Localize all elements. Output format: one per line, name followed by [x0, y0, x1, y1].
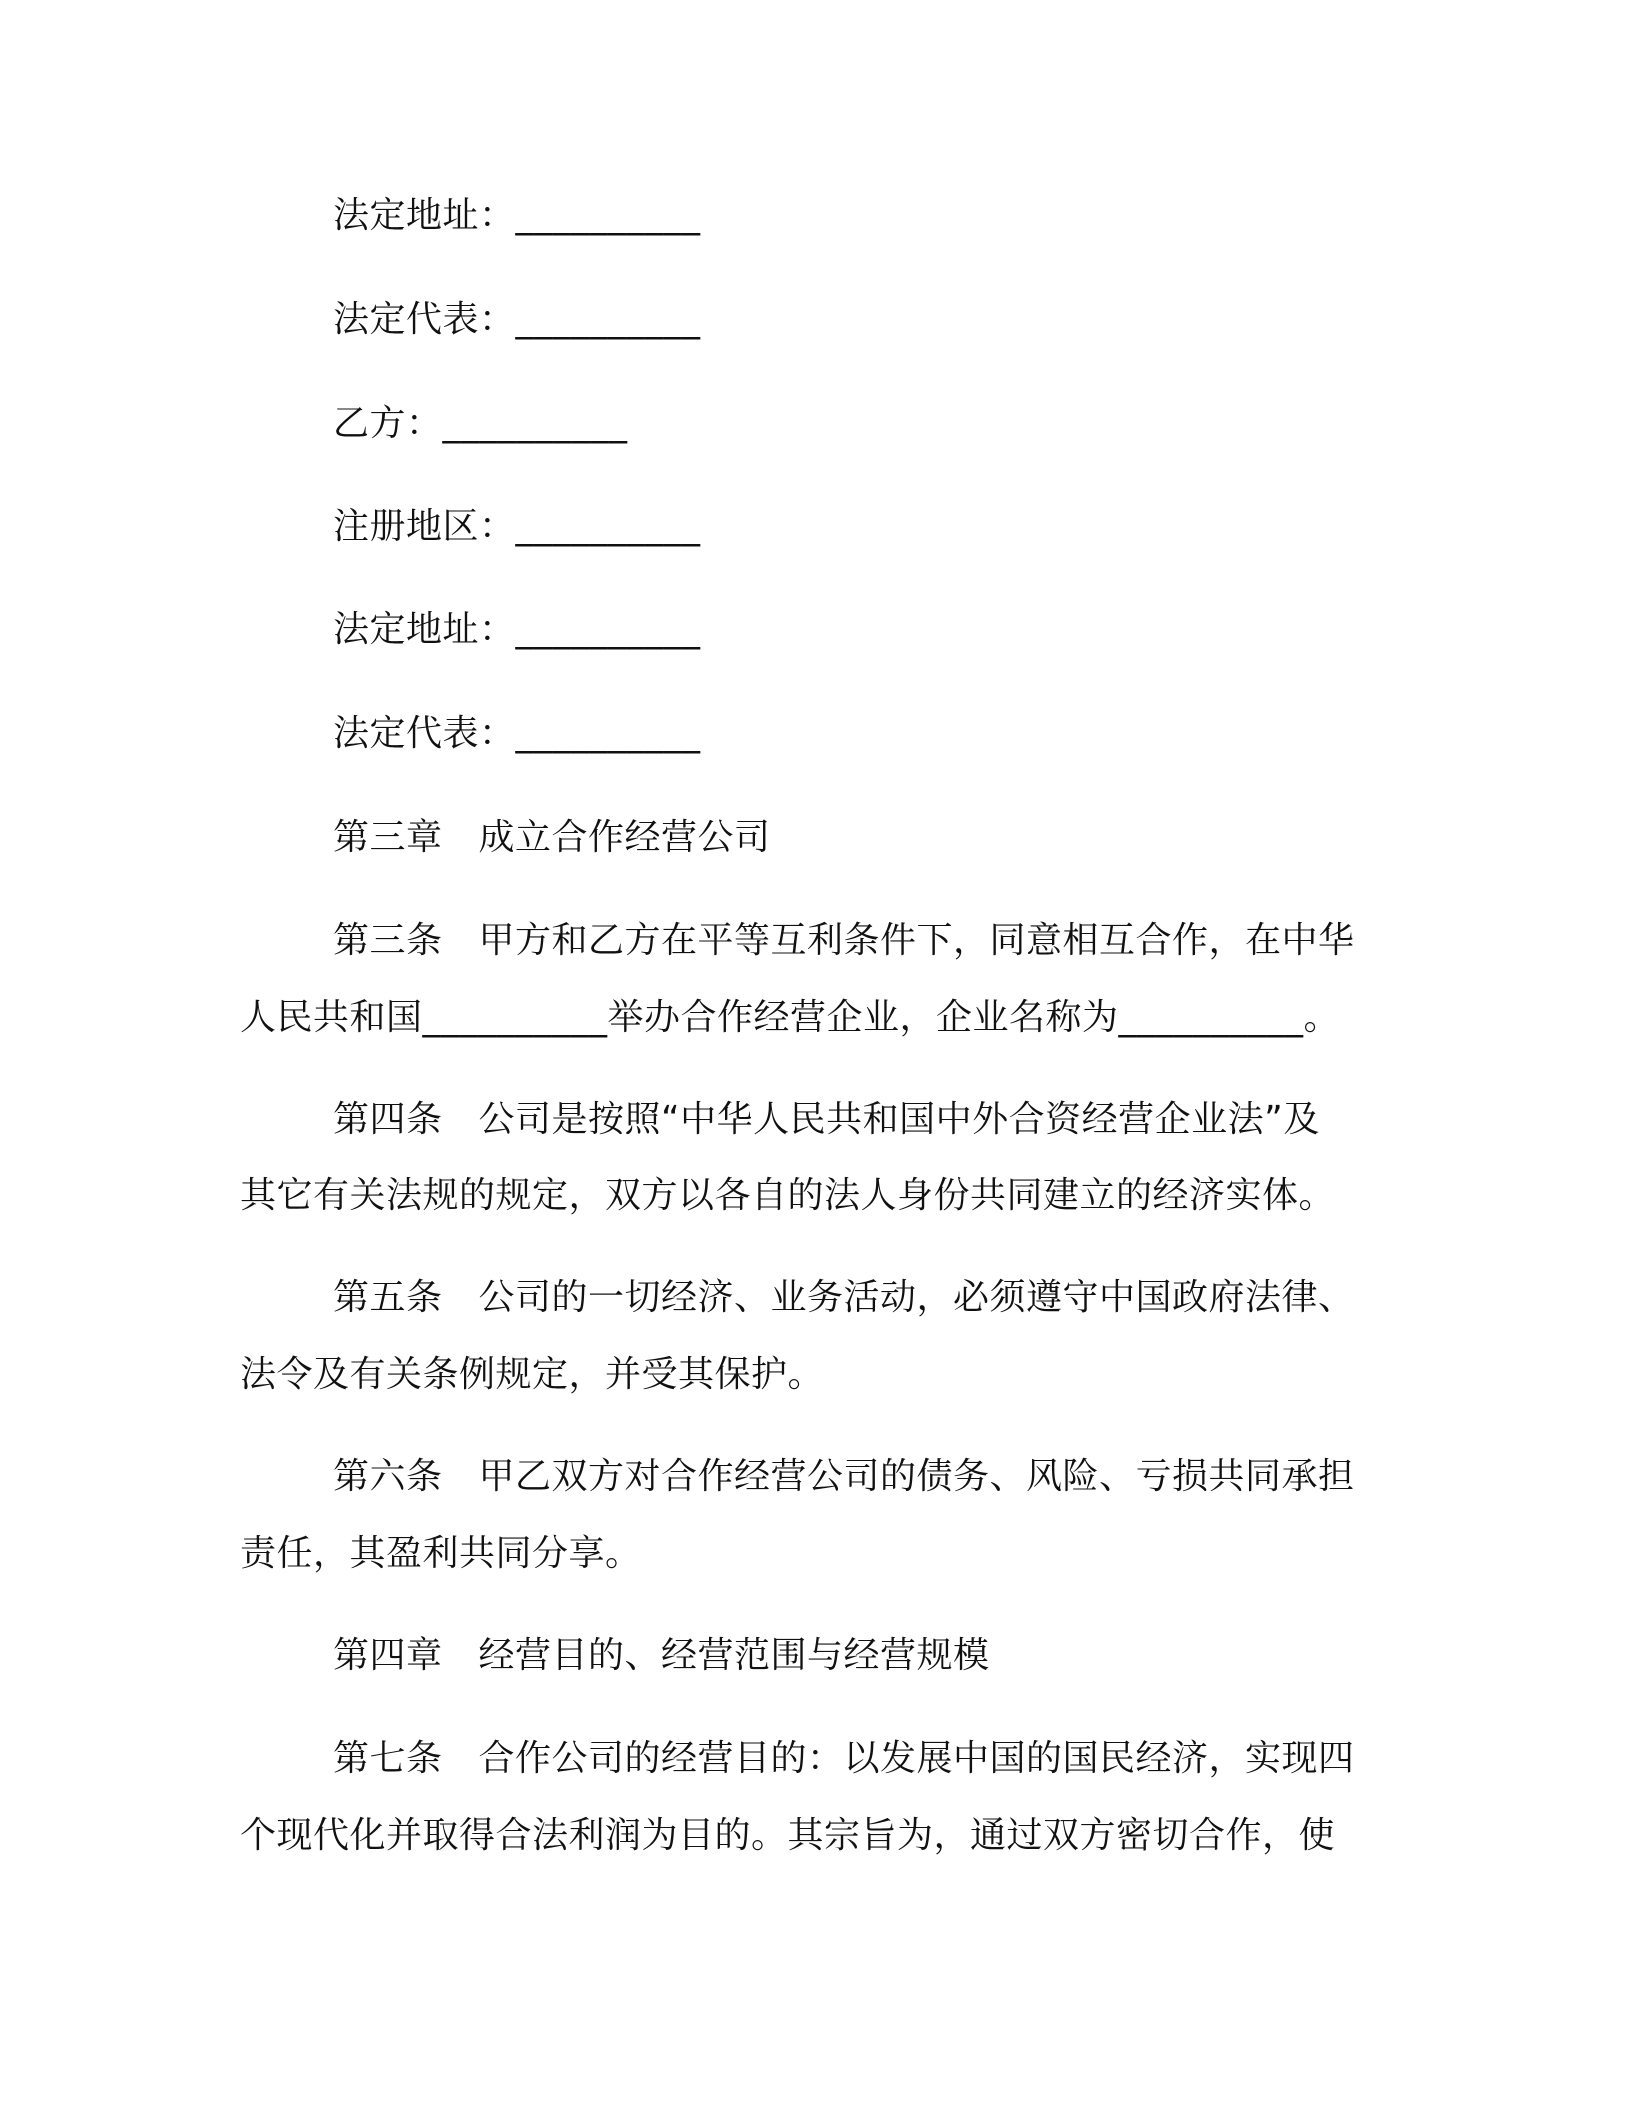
party-a-representative-line — [333, 296, 701, 344]
article-7-text-1: 合作公司的经营目的：以发展中国的国民经济，实现四 — [478, 1738, 1355, 1779]
article-4-text-1: 公司是按照“中华人民共和国中外合资经营企业法”及 — [478, 1099, 1320, 1140]
article-4-line-1 — [333, 1096, 1320, 1144]
article-6-line-2 — [240, 1530, 642, 1578]
party-b-address: 法定地址：__________ — [333, 609, 701, 650]
article-5-line-2 — [240, 1351, 824, 1399]
party-a-address: 法定地址：__________ — [333, 195, 701, 236]
article-3-number: 第三条 — [333, 920, 443, 961]
article-6-number: 第六条 — [333, 1456, 443, 1497]
article-5-text-1: 公司的一切经济、业务活动，必须遵守中国政府法律、 — [478, 1277, 1355, 1318]
article-6-line-1 — [333, 1453, 1355, 1501]
party-b-registration-line — [333, 503, 701, 551]
party-b-address-line — [333, 606, 701, 654]
article-5-line-1 — [333, 1274, 1355, 1322]
article-3-line-1 — [333, 917, 1355, 965]
article-4-number: 第四条 — [333, 1099, 443, 1140]
party-b-registration-area: 注册地区：__________ — [333, 506, 701, 547]
chapter-3-number: 第三章 — [333, 817, 443, 858]
article-5-text-2: 法令及有关条例规定，并受其保护。 — [240, 1354, 825, 1395]
chapter-3-heading — [333, 814, 771, 862]
article-4-text-2: 其它有关法规的规定，双方以各自的法人身份共同建立的经济实体。 — [240, 1175, 1336, 1216]
article-6-text-2: 责任，其盈利共同分享。 — [240, 1533, 642, 1574]
article-3-line-2 — [240, 994, 1340, 1042]
article-7-line-1 — [333, 1735, 1355, 1783]
party-b-representative: 法定代表：__________ — [333, 713, 701, 754]
party-a-representative: 法定代表：__________ — [333, 299, 701, 340]
article-6-text-1: 甲乙双方对合作经营公司的债务、风险、亏损共同承担 — [478, 1456, 1355, 1497]
chapter-4-number: 第四章 — [333, 1635, 443, 1676]
article-3-text-1: 甲方和乙方在平等互利条件下，同意相互合作，在中华 — [478, 920, 1355, 961]
chapter-4-title: 经营目的、经营范围与经营规模 — [478, 1635, 990, 1676]
chapter-4-heading — [333, 1632, 990, 1680]
article-7-number: 第七条 — [333, 1738, 443, 1779]
article-4-line-2 — [240, 1172, 1335, 1220]
article-3-text-2: 人民共和国__________举办合作经营企业，企业名称为__________。 — [240, 997, 1341, 1038]
party-b-representative-line — [333, 710, 701, 758]
party-b-name-line — [333, 400, 628, 448]
party-b-name: 乙方：__________ — [333, 403, 628, 444]
party-a-address-line — [333, 192, 701, 240]
article-7-text-2: 个现代化并取得合法利润为目的。其宗旨为，通过双方密切合作，使 — [240, 1815, 1336, 1856]
article-5-number: 第五条 — [333, 1277, 443, 1318]
article-7-line-2 — [240, 1812, 1335, 1860]
chapter-3-title: 成立合作经营公司 — [478, 817, 771, 858]
